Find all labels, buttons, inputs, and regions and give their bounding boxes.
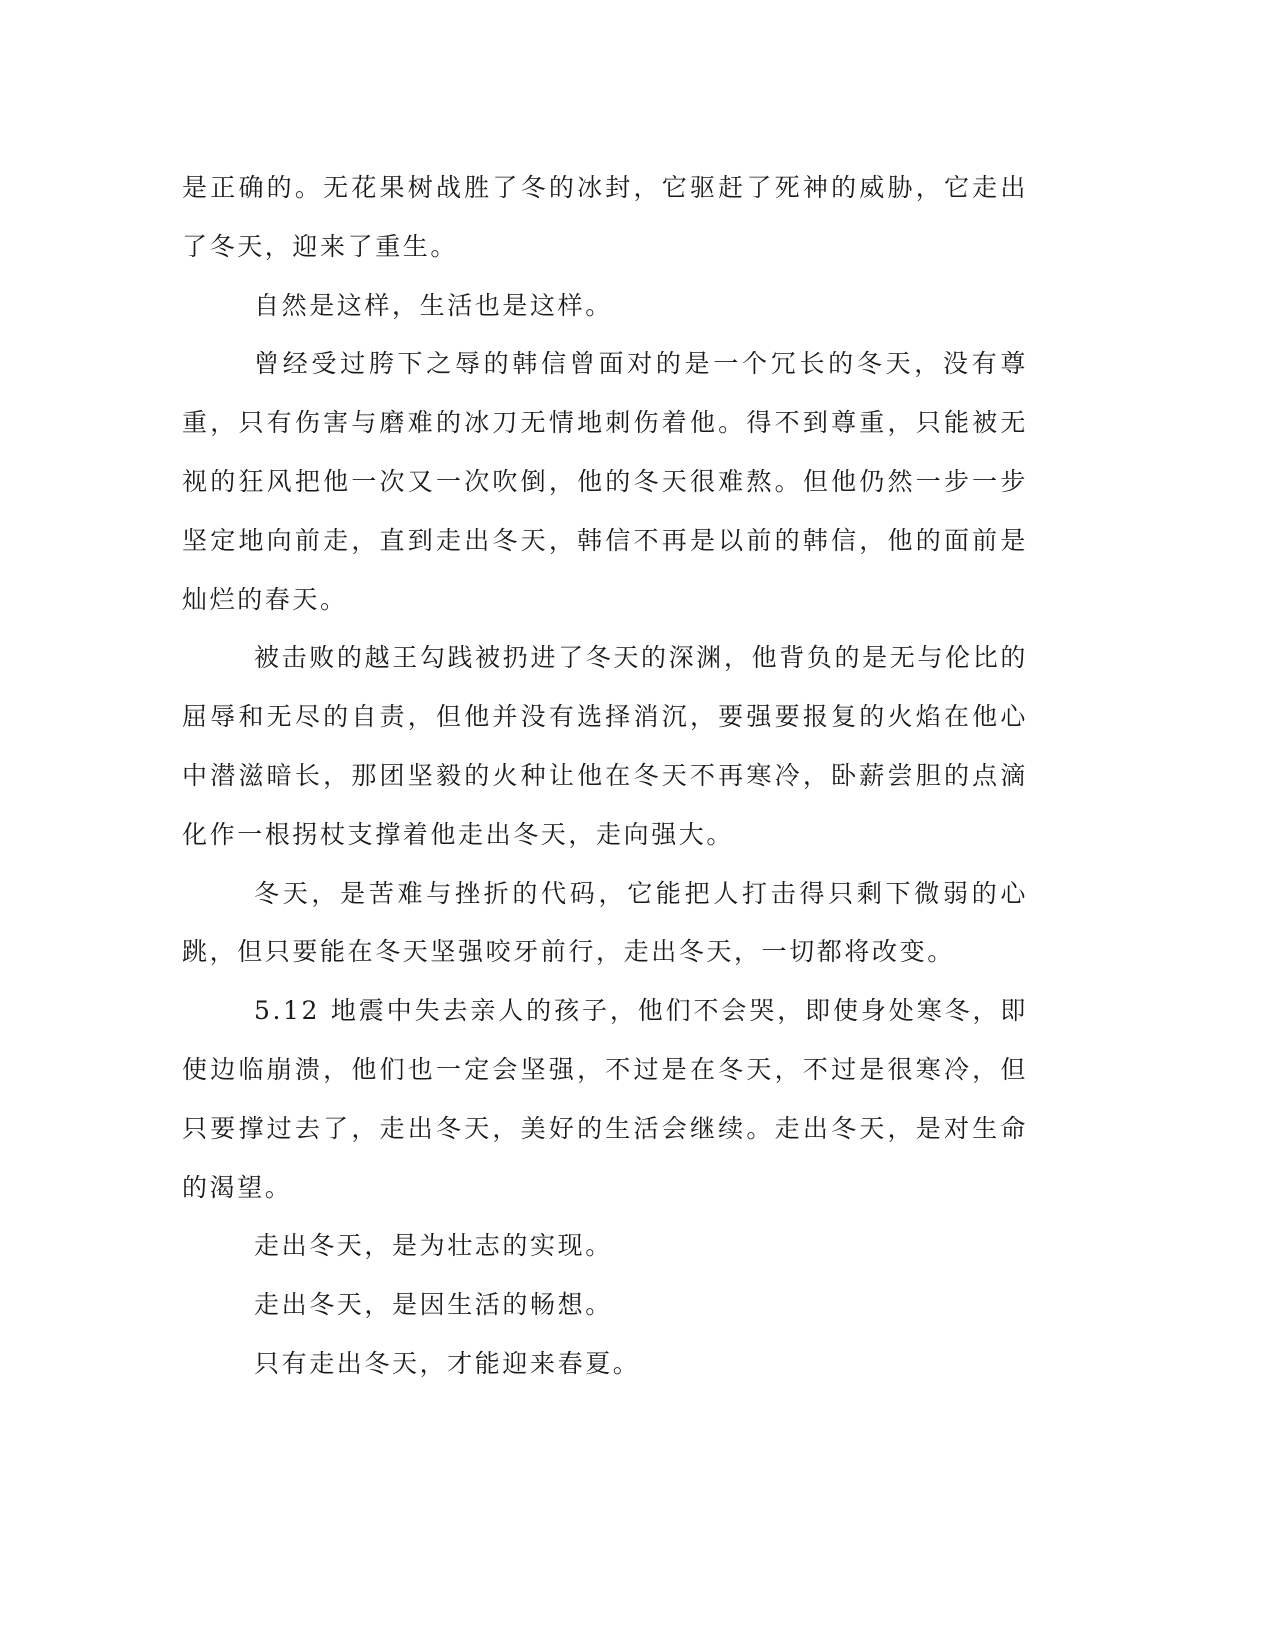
paragraph-1: 是正确的。无花果树战胜了冬的冰封，它驱赶了死神的威胁，它走出了冬天，迎来了重生。 bbox=[182, 173, 1028, 261]
paragraph-7: 走出冬天，是为壮志的实现。 bbox=[254, 1231, 613, 1261]
paragraph-4: 被击败的越王勾践被扔进了冬天的深渊，他背负的是无与伦比的屈辱和无尽的自责，但他并没有选择消沉，要强要报复的火焰在他心中潜滋暗长，那团坚毅的火种让他在冬天不再寒冷，卧薪尝胆的点滴化作一根拐杖支撑着他走出冬天，走向强大。 bbox=[182, 643, 1028, 849]
paragraph-8: 走出冬天，是因生活的畅想。 bbox=[254, 1290, 613, 1320]
paragraph-9: 只有走出冬天，才能迎来春夏。 bbox=[254, 1348, 641, 1378]
document-body bbox=[182, 159, 1028, 1394]
paragraph-2: 自然是这样，生活也是这样。 bbox=[254, 290, 613, 320]
paragraph-3: 曾经受过胯下之辱的韩信曾面对的是一个冗长的冬天，没有尊重，只有伤害与磨难的冰刀无情地刺伤着他。得不到尊重，只能被无视的狂风把他一次又一次吹倒，他的冬天很难熬。但他仍然一步一步坚定地向前走，直到走出冬天，韩信不再是以前的韩信，他的面前是灿烂的春天。 bbox=[182, 349, 1028, 614]
paragraph-6: 5.12 地震中失去亲人的孩子，他们不会哭，即使身处寒冬，即使边临崩溃，他们也一定会坚强，不过是在冬天，不过是很寒冷，但只要撑过去了，走出冬天，美好的生活会继续。走出冬天，是对生命的渴望。 bbox=[182, 996, 1028, 1202]
paragraph-5: 冬天，是苦难与挫折的代码，它能把人打击得只剩下微弱的心跳，但只要能在冬天坚强咬牙前行，走出冬天，一切都将改变。 bbox=[182, 878, 1028, 967]
